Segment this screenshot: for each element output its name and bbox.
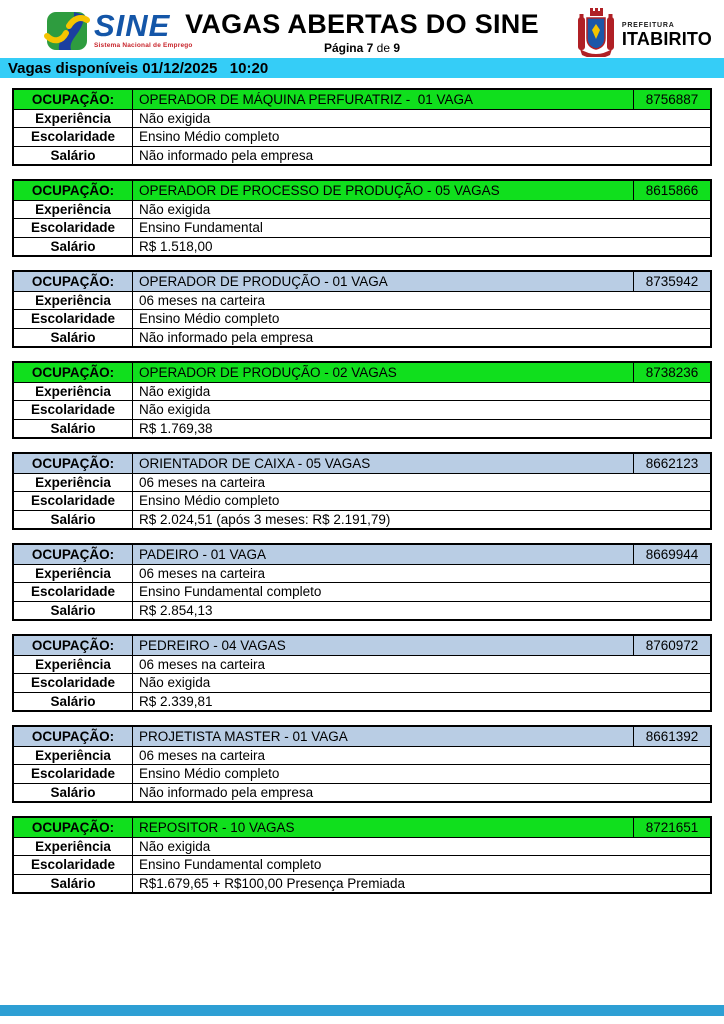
salary-value: R$ 1.518,00 [139, 238, 213, 254]
salary-value: R$ 2.024,51 (após 3 meses: R$ 2.191,79) [139, 511, 391, 527]
job-header-row [14, 818, 710, 837]
occupation-label: OCUPAÇÃO: [14, 818, 133, 837]
page-title: VAGAS ABERTAS DO SINE [185, 9, 539, 39]
education-row [14, 673, 710, 692]
education-value: Ensino Médio completo [139, 493, 280, 509]
experience-value: 06 meses na carteira [139, 474, 266, 490]
salary-row [14, 419, 710, 438]
education-row [14, 127, 710, 146]
experience-row [14, 564, 710, 583]
itabirito-logo-text [622, 22, 712, 48]
salary-row [14, 601, 710, 620]
salary-label: Salário [14, 420, 133, 438]
education-row [14, 218, 710, 237]
experience-value: Não exigida [139, 110, 211, 126]
job-id: 8760972 [633, 636, 710, 655]
job-card [12, 88, 712, 166]
education-value: Ensino Médio completo [139, 766, 280, 782]
experience-value: Não exigida [139, 838, 211, 854]
experience-row [14, 837, 710, 856]
salary-label: Salário [14, 147, 133, 165]
education-value: Não exigida [139, 402, 211, 418]
job-cards [0, 78, 724, 894]
occupation-label: OCUPAÇÃO: [14, 545, 133, 564]
job-id: 8721651 [633, 818, 710, 837]
education-label: Escolaridade [14, 765, 133, 783]
salary-value: R$ 2.854,13 [139, 602, 213, 618]
job-card [12, 816, 712, 894]
salary-row [14, 510, 710, 529]
education-label: Escolaridade [14, 583, 133, 601]
job-id: 8738236 [633, 363, 710, 382]
education-value: Ensino Fundamental completo [139, 584, 322, 600]
occupation-label: OCUPAÇÃO: [14, 90, 133, 109]
available-jobs-banner: Vagas disponíveis 01/12/2025 10:20 [0, 58, 724, 78]
job-card [12, 361, 712, 439]
education-row [14, 764, 710, 783]
job-card [12, 452, 712, 530]
education-label: Escolaridade [14, 219, 133, 237]
job-title: ORIENTADOR DE CAIXA - 05 VAGAS [133, 454, 633, 473]
experience-value: 06 meses na carteira [139, 656, 266, 672]
experience-label: Experiência [14, 292, 133, 310]
education-label: Escolaridade [14, 492, 133, 510]
salary-value: R$ 1.769,38 [139, 420, 213, 436]
salary-value: Não informado pela empresa [139, 784, 314, 800]
job-title: REPOSITOR - 10 VAGAS [133, 818, 633, 837]
experience-label: Experiência [14, 383, 133, 401]
itabirito-logo [575, 7, 712, 62]
education-row [14, 491, 710, 510]
page-number-total: 9 [393, 41, 401, 56]
salary-row [14, 783, 710, 802]
experience-label: Experiência [14, 656, 133, 674]
education-value: Ensino Fundamental [139, 220, 263, 236]
salary-label: Salário [14, 511, 133, 529]
page-number-label: Página [323, 41, 364, 56]
occupation-label: OCUPAÇÃO: [14, 454, 133, 473]
occupation-label: OCUPAÇÃO: [14, 727, 133, 746]
job-id: 8615866 [633, 181, 710, 200]
salary-row [14, 237, 710, 256]
experience-label: Experiência [14, 838, 133, 856]
education-value: Ensino Médio completo [139, 129, 280, 145]
salary-value: Não informado pela empresa [139, 329, 314, 345]
job-id: 8735942 [633, 272, 710, 291]
salary-value: R$ 2.339,81 [139, 693, 213, 709]
salary-row [14, 874, 710, 893]
experience-value: 06 meses na carteira [139, 747, 266, 763]
education-label: Escolaridade [14, 128, 133, 146]
footer-bar [0, 1005, 724, 1016]
job-title: OPERADOR DE PRODUÇÃO - 01 VAGA [133, 272, 633, 291]
occupation-label: OCUPAÇÃO: [14, 636, 133, 655]
job-title: PADEIRO - 01 VAGA [133, 545, 633, 564]
salary-row [14, 328, 710, 347]
experience-label: Experiência [14, 747, 133, 765]
education-row [14, 400, 710, 419]
education-row [14, 309, 710, 328]
salary-label: Salário [14, 875, 133, 893]
experience-row [14, 109, 710, 128]
education-label: Escolaridade [14, 856, 133, 874]
job-header-row [14, 90, 710, 109]
experience-value: 06 meses na carteira [139, 292, 266, 308]
salary-value: Não informado pela empresa [139, 147, 314, 163]
salary-label: Salário [14, 238, 133, 256]
job-header-row [14, 454, 710, 473]
job-header-row [14, 363, 710, 382]
experience-row [14, 382, 710, 401]
job-card [12, 634, 712, 712]
job-title: OPERADOR DE PRODUÇÃO - 02 VAGAS [133, 363, 633, 382]
occupation-label: OCUPAÇÃO: [14, 363, 133, 382]
experience-label: Experiência [14, 565, 133, 583]
experience-value: Não exigida [139, 201, 211, 217]
education-value: Ensino Fundamental completo [139, 857, 322, 873]
experience-value: Não exigida [139, 383, 211, 399]
experience-row [14, 200, 710, 219]
job-header-row [14, 272, 710, 291]
education-value: Não exigida [139, 675, 211, 691]
job-card [12, 270, 712, 348]
experience-row [14, 473, 710, 492]
page-number-separator: de [376, 41, 391, 56]
job-card [12, 179, 712, 257]
salary-label: Salário [14, 693, 133, 711]
job-title: OPERADOR DE PROCESSO DE PRODUÇÃO - 05 VAGAS [133, 181, 633, 200]
education-value: Ensino Médio completo [139, 311, 280, 327]
experience-row [14, 655, 710, 674]
page-number-current: 7 [366, 41, 374, 56]
occupation-label: OCUPAÇÃO: [14, 272, 133, 291]
job-card [12, 725, 712, 803]
job-title: PROJETISTA MASTER - 01 VAGA [133, 727, 633, 746]
job-header-row [14, 727, 710, 746]
salary-label: Salário [14, 784, 133, 802]
job-header-row [14, 181, 710, 200]
salary-label: Salário [14, 602, 133, 620]
itabirito-logo-prefeitura: PREFEITURA [621, 21, 675, 29]
salary-row [14, 146, 710, 165]
education-row [14, 582, 710, 601]
job-id: 8756887 [633, 90, 710, 109]
experience-row [14, 746, 710, 765]
sine-logo-name: SINE [94, 8, 171, 43]
experience-label: Experiência [14, 474, 133, 492]
sine-logo-subtitle: Sistema Nacional de Emprego [94, 42, 193, 50]
job-title: PEDREIRO - 04 VAGAS [133, 636, 633, 655]
experience-row [14, 291, 710, 310]
experience-value: 06 meses na carteira [139, 565, 266, 581]
job-card [12, 543, 712, 621]
job-header-row [14, 545, 710, 564]
job-title: OPERADOR DE MÁQUINA PERFURATRIZ - 01 VAGA [133, 90, 633, 109]
salary-row [14, 692, 710, 711]
experience-label: Experiência [14, 110, 133, 128]
education-label: Escolaridade [14, 674, 133, 692]
page-header [0, 0, 724, 58]
job-id: 8662123 [633, 454, 710, 473]
salary-label: Salário [14, 329, 133, 347]
experience-label: Experiência [14, 201, 133, 219]
occupation-label: OCUPAÇÃO: [14, 181, 133, 200]
job-header-row [14, 636, 710, 655]
education-label: Escolaridade [14, 401, 133, 419]
job-id: 8669944 [633, 545, 710, 564]
salary-value: R$1.679,65 + R$100,00 Presença Premiada [139, 875, 406, 891]
itabirito-logo-name: ITABIRITO [621, 28, 712, 49]
itabirito-crest-icon [575, 7, 617, 62]
job-id: 8661392 [633, 727, 710, 746]
education-label: Escolaridade [14, 310, 133, 328]
education-row [14, 855, 710, 874]
